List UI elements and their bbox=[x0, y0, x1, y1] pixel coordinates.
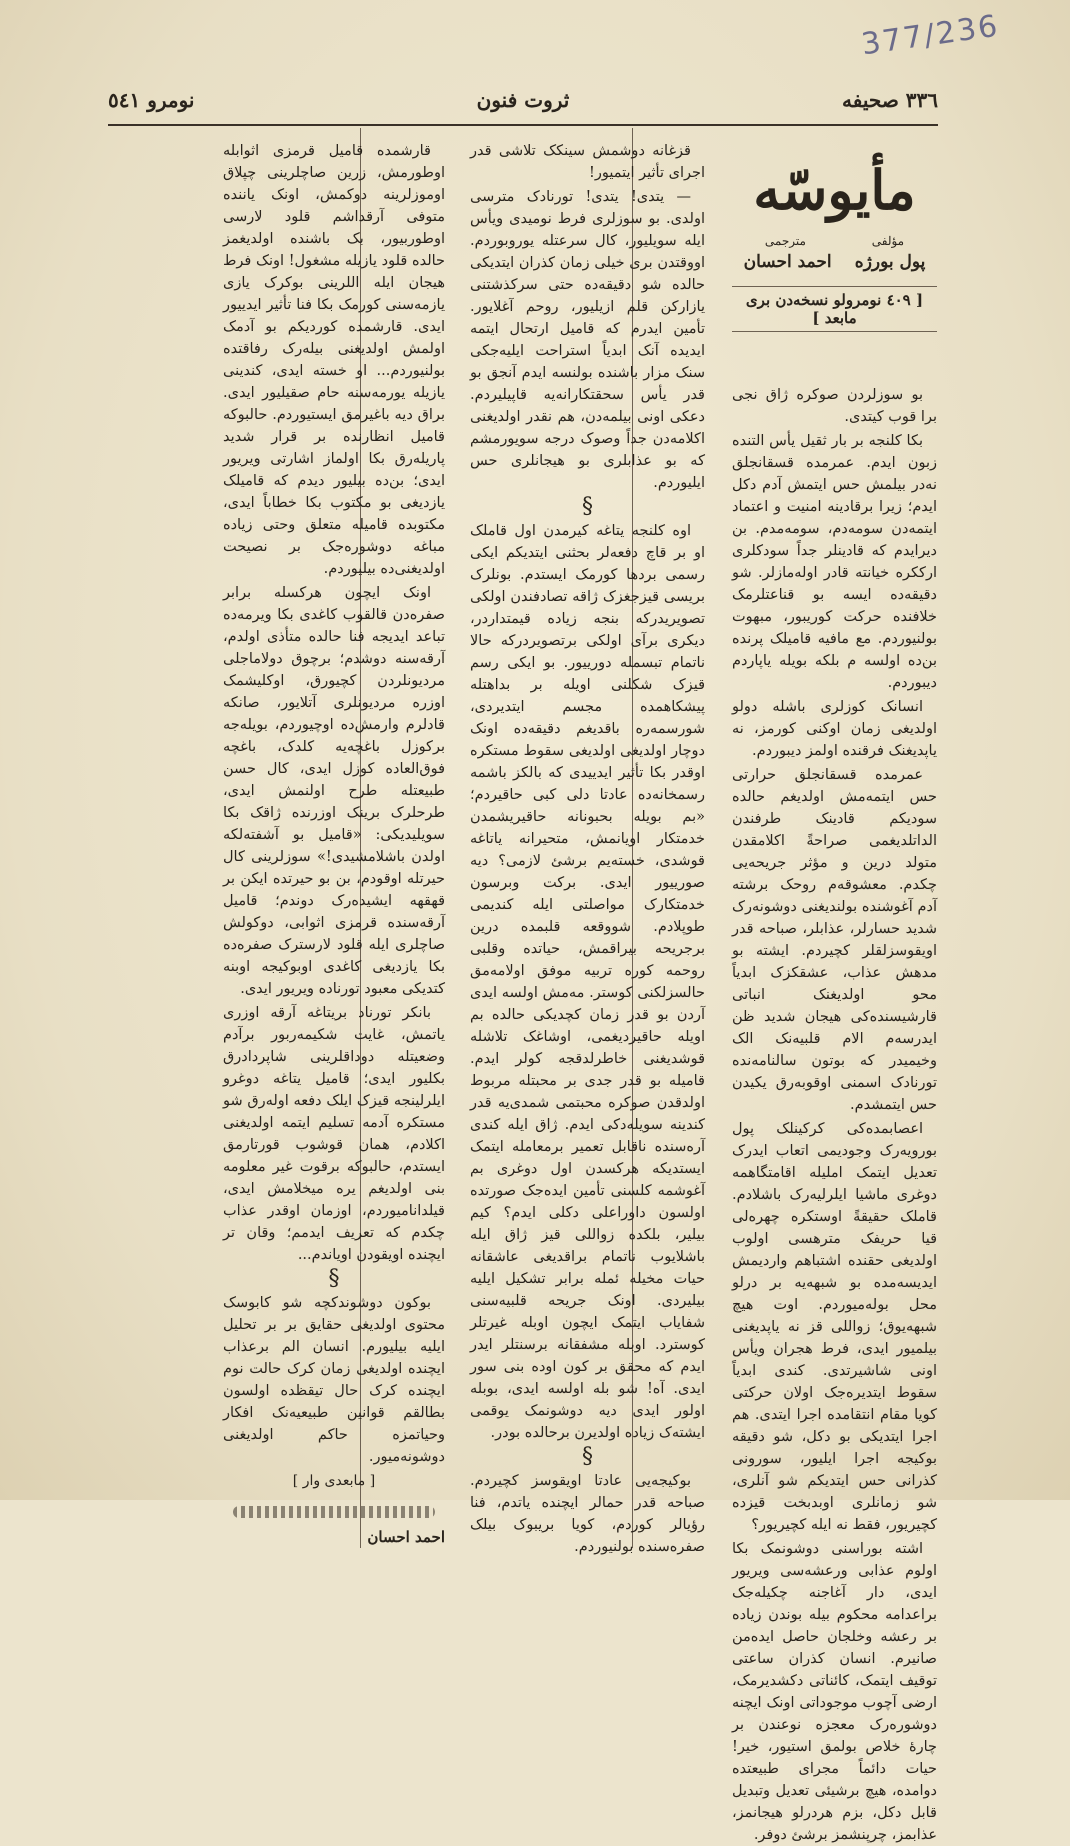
column-right bbox=[732, 384, 937, 1843]
section-mark: § bbox=[582, 1444, 593, 1469]
column-middle bbox=[470, 140, 705, 1555]
paragraph: بوکیجه‌یی عادتا اویقوسز کچیردم. صباحه قدر حمالر ایچنده یاتدم، فنا رؤیالر کوردم، کویا بریبوک بیلک صفره‌سنده بولنیوردم. bbox=[470, 1473, 705, 1555]
credit-names bbox=[732, 252, 937, 272]
paragraph: بوکون دوشوندکچه شو کابوسک محتوی اولدیغی حقایق بر بر تحلیل ایلیه بیلیورم. انسان الم برعذاب ایچنده اولدیغی زمان کرک حالت نوم ایچنده کرک حال تیقظده اولسون بطالقم قوانین طبیعیه‌نک افکار وحیاتمزه حاکم اولدیغنی دوشونه‌میور. bbox=[223, 1295, 445, 1465]
author-name: پول بورژه bbox=[854, 252, 926, 272]
archive-annotation: 377/236 bbox=[859, 8, 1002, 63]
page-label: ٣٣٦ صحیفه bbox=[842, 88, 938, 112]
article-title: مأیوسّه bbox=[753, 158, 916, 222]
article-subtitle: [ ٤٠٩ نومرولو نسخه‌دن بری مابعد ] bbox=[732, 286, 937, 332]
paragraph: — یتدی! یتدی! تورنادک مترسی اولدی. بو سوزلری فرط نومیدی ویأس ایله‌ سویلیور، کال سرعتله یوروبوردم. اووقتدن بری خیلی زمان کذران ایتدیکی حالده شو دقیقه‌ده حتی سرکذشتنی یازارکن قلم ازیلیور، روحم آغلایور. تأمین ایدرم که قامیل ارتحال ایتمه ایدیده آنک ابدیاً استراحت ایلیه‌جکی سنک مزار باشنده بولنسه ایدم آنجق بو قدر یأس سحقتکارانه‌یه قاپیلیردم. دعکی اونی بیلمه‌دن، هم نقدر اولدیغنی اکلامه‌دن جداً وصوک درجه سویورمشم که بو عذابلری بو هیجانلری حس ایلیوردم. bbox=[470, 189, 705, 491]
issue-number: نومرو ٥٤١ bbox=[108, 88, 195, 112]
author-role: مؤلفی bbox=[871, 234, 905, 248]
paragraph: بکا کلنجه بر بار ثقیل یأس التنده زبون ایدم. عمرمده قسقانجلق نه‌در بیلمش حس ایتمش آدم دکل ایدم؛ زیرا برقادینه امنیت و اعتماد ایتمه‌دن سومه‌دم، سومه‌مدم. بن دیرایدم که قادینلر جداً سودکلری ارککره خیانته قادر اوله‌مازلر. شو دقیقه‌ده ایسه بو قناعتلرمک خلافنده حرکت کوریبور، مبهوت بولنیوردم. مع مافیه قامیلک پرنده بن‌ده اولسه‌ م بلکه بویله یاپاردم دیبوردم. bbox=[732, 433, 937, 691]
signature: احمد احسان bbox=[367, 1528, 445, 1546]
paragraph: بو سوزلردن صوکره ژاق نجی برا قوب کیتدی. bbox=[732, 387, 937, 425]
credit-roles bbox=[732, 234, 937, 248]
paragraph: اونک ایچون هرکسله برابر صفره‌دن قالقوب کاغدی بکا ویرمه‌ده تباعد ایدیجه فنا حالده متأذی اولدم، آرقه‌سنه دوشدم؛ برچوق دولاماجلی مردیونلردن کچیورق، اوکلیشمک اوزره مردیونلری آتلایور، صانکه قادلرم وارمش‌ده اوچیوردم، بویله‌جه برکوزل باغچه‌یه کلدک، باغچه فوق‌العاده کوزل ایدی، کال حسن طبیعتله طرح اولنمش ایدی، طرحلرک برینک اوزرنده ژاقک بکا سویلیدیکی: «قامیل بو آشفته‌لکه اولدن باشلامشیدی!» سوزلرینی کال حیرتله اوقودم، بن بو حیرتده ایکن بر قهقهه ایشیده‌رک دوندم؛ قامیل آرقه‌سنده قرمزی اثوابی، دوکولش صاچلری ایله قلود لارسترک صفره‌ده بکا یازدیغی کاغدی اوبوکیجه اوبنه کتدیکی معبود تورناده ویریور ایدی. bbox=[223, 585, 445, 997]
translator-role: مترجمی bbox=[764, 234, 806, 248]
paragraph: انسانک کوزلری باشله دولو اولدیغی زمان اوکنی کورمز، نه یاپدیغنک فرقنده اولمز دیبوردم. bbox=[732, 699, 937, 759]
paragraph: بانکر تورناد بریتاغه آرقه اوزری یاتمش، غایت شکیمه‌ربور برآدم وضعیتله دوداقلرینی شاپردادرق بکلیور ایدی؛ قامیل یتاغه دوغرو ایلرلینجه قیزک ایلک دفعه اولەرق شو مستکره آدمه تسلیم ایتمه اولدیغنی اکلادم، همان قوشوب قورتارمق ایستدم، حالبوکه برقوت غیر معلومه بنی اولدیغم یره میخلامش ایدی، قیلدانامیوردم، اوزمان اوقدر عذاب چکدم که تعریف ایدمم؛ وقان تر ایچنده اویقودن اویاندم... bbox=[223, 1005, 445, 1263]
to-be-continued: [ مابعدی وار ] bbox=[292, 1473, 376, 1489]
section-mark: § bbox=[582, 494, 593, 519]
paragraph: اعصابمده‌کی کرکینلک پول بورویه‌رک وجودیمی اتعاب ایدرک تعدیل ایتمک املیله اقامتگاهمه دوغری ماشیا ایلرلیه‌رک باشلادم. قاملک حقیقةً اوستکره چهره‌لی قیا حریفک مترهسی اولوب اولدیغی حقنده اشتباهم واردیمش ایدیسه‌مده بو شبهه‌یه بر درلو محل بوله‌میوردم. اوت هیچ شبهه‌یوق؛ زواللی قز نه یاپدیغنی بیلمیور ایدی، فرط هجران ویأس اونی شاشیرتدی. کندی ابدیاً سقوط ایتدیره‌جک اولان حرکتی کویا مقام انتقامده اجرا ایتدی. هم اجرا ایتدیکی بو دکل، شو دقیقه‌ بوکیجه اجرا ایلیور، سورونی کذرانی حس ایتدیکم شو آنلری، شو زمانلری اوبدبخت قیزده کچیریور، فقط نه ایله کچیریور؟ bbox=[732, 1121, 937, 1533]
paragraph: قزغانه دوشمش سینکک تلاشی قدر اجرای تأثیر ایتمیور! bbox=[470, 143, 705, 181]
ornamental-divider bbox=[233, 1506, 435, 1518]
paragraph: اشته بوراسنی دوشونمک بکا اولوم عذابی ورعشه‌سی ویریور ایدی، دار آغاجنه چکیله‌جک براعدامه محکوم بیله بوندن زیاده بر رعشه وخلجان حاصل ایده‌من صانیرم. انسان کذران ساعتی توقیف ایتمک، کائناتی دکشدیرمک، ارضی آچوب موجوداتی اونک ایچنه دوشوره‌رک معجزه نوعندن بر چارهٔ خلاص بولمق استیور، خیر! حیات دائماً مجرای طبیعتده دوامده، هیچ برشیئی تعدیل وتبدیل قابل دکل، بزم هردرلو هیجانمز، عذابمز، چرپنشمز برشئ دوفر. bbox=[732, 1541, 937, 1843]
paragraph: عمرمده قسقانجلق حرارتی حس ایتمه‌مش اولدیغم حالده سودیکم قادینک طرفندن الداتلدیغمی صراحةً اکلامقدن متولد درین و مؤثر جریحه‌یی چکدم. معشوقه‌م روحک برشته آدم آغوشنده بولندیغنی دوشونه‌رک شدید حسارلر، عذابلر، صباحه قدر اویقوسزلقلر کچیردم. ایشته بو مدهش عذاب، عشقکزک ابدیاً محو اولدیغنک انباتی قارشیسنده‌کی هیجان شدید ظن ایدرسه‌م الام قلبیه‌نک الک وخیمیدر که بوتون سالنامه‌نده تورنادک اسمنی اوقوبه‌رق یکیدن حس ایتمشدم. bbox=[732, 767, 937, 1113]
section-mark: § bbox=[328, 1266, 340, 1291]
paragraph: اوه کلنجه یتاغه کیرمدن اول قاملک او بر قاچ دفعه‌لر بحثنی ایتدیکم ایکی رسمی بردها کورمک ایستدم. بونلرک بریسی قیزجغزک ژاقه تصادفندن اولکی تصویریدرکه بنجه زیاده قیمتداردر، دیکری برآی اولکی برتصویردرکه حالا ناتمام تبسمله دورییور. بو ایکی رسم قیزک شکلنی اویله بر بداهتله پیشکاهمده مجسم ایتدیردی، شورسمه‌ره باقدیغم دقیقه‌ده اونک دوچار اولدیغی اولدیغی سقوط مستکره اوقدر بکا تأثیر ایدییدی که بالکز باشمه رسمخانه‌ده عادتا دلی کبی حاقیردم؛ «بم بویله بحبونانه حاقیریشمدن خدمتکار اویانمش، متحیرانه یاتاغه قوشدی، خسته‌یم برشئ لازمی؟ دیه صورییور ایدی. برکت وبرسون خدمتکارک مواصلتی ایله کندیمی طوپلادم. شووقعه قلبمده درین برجریحه بیراقمش، حیاتده وقلبی روحمه کوره تربیه موفق اولامه‌مق حالسزلکنی کوستر. مه‌مش اولسه ایدی آردن بو قدر زمان کچدیکی حالده بم اویله حاقیردیغمی، اوشاغک تلاشله قوشدیغنی خاطرلدقجه کولر ایدم. قامیله بو قدر جدی بر محبتله مربوط اولدقدن صوکره محبتمی شمدی‌یه قدر کندینه سویله‌دکی ایدم. ژاق ایله کندی آره‌سنده ناقابل تعمیر برمعامله ایتمک ایستدیکه هرکسدن اول دوغری بم آغوشمه کلسنی تأمین ایده‌جک صورتده اولسون داوراعلی دکلی ایدم؟ کیم بیلیر، بلکده زواللی قیز ژاق ایله باشلایوب ناتمام براقدیغی عاشقانه حیات مخیله‌ ئمله برابر تشکیل ایلیه‌ بیلیردی. اونک جریحه قلبیه‌سنی شفایاب ایتمک ایچون اوبله غیرتلر کوسترد. اوبله مشفقانه برسنتلر ایدر ایدم که محقق بر کون اوده بنی سور ایدی. آه! شو بله اولسه ایدی، بوبله اولور ایدی دیه دوشونمک یوقمی ایشته‌ک زیاده اولدیرن برحالده بودر. bbox=[470, 523, 705, 1441]
article-title-block bbox=[732, 140, 937, 332]
journal-title: ثروت فنون bbox=[476, 88, 570, 112]
page-header bbox=[108, 82, 938, 122]
header-rule bbox=[108, 124, 938, 126]
translator-name: احمد احسان bbox=[743, 252, 832, 272]
column-left bbox=[223, 140, 445, 1546]
paragraph: قارشمده قامیل قرمزی اثوابله اوطورمش، زرین صاچلرینی چپلاق اوموزلرینه دوکمش، اونک یاننده متوفی آرقداشم قلود لارسی اوطوربیور، بک باشنده اولدیغمز حالده قلود یازیله مشغول! اونک فرط هیجان ایله اللرینی بوکرک یازی یازمه‌سنی کورمک بکا فنا تأثیر ایدییور ایدی. قارشمده کوردیکم بو آدمک اولمش اولدیغنی بیلەرک رفاقتده بولنیوردم... او خسته ایدی، کندینی یازیله یورمه‌سنه حام صقیلیور ایدی. براق دیه باغیرمق ایستیوردم. حالبوکه قامیل انظارنده بر قرار شدید پاریله‌رق بکا اولماز اشارتی ویریور ایدی؛ بن‌ده بیلیور دیدم که قامیلک یازدیغی بو مکتوب بکا خطاباً ایدی، مکتوبده قامیله متعلق وحتی زیاده مباغه دوشوره‌جک بر نصیحت اولدیغنی‌ده بیلیوردم. bbox=[223, 143, 445, 577]
